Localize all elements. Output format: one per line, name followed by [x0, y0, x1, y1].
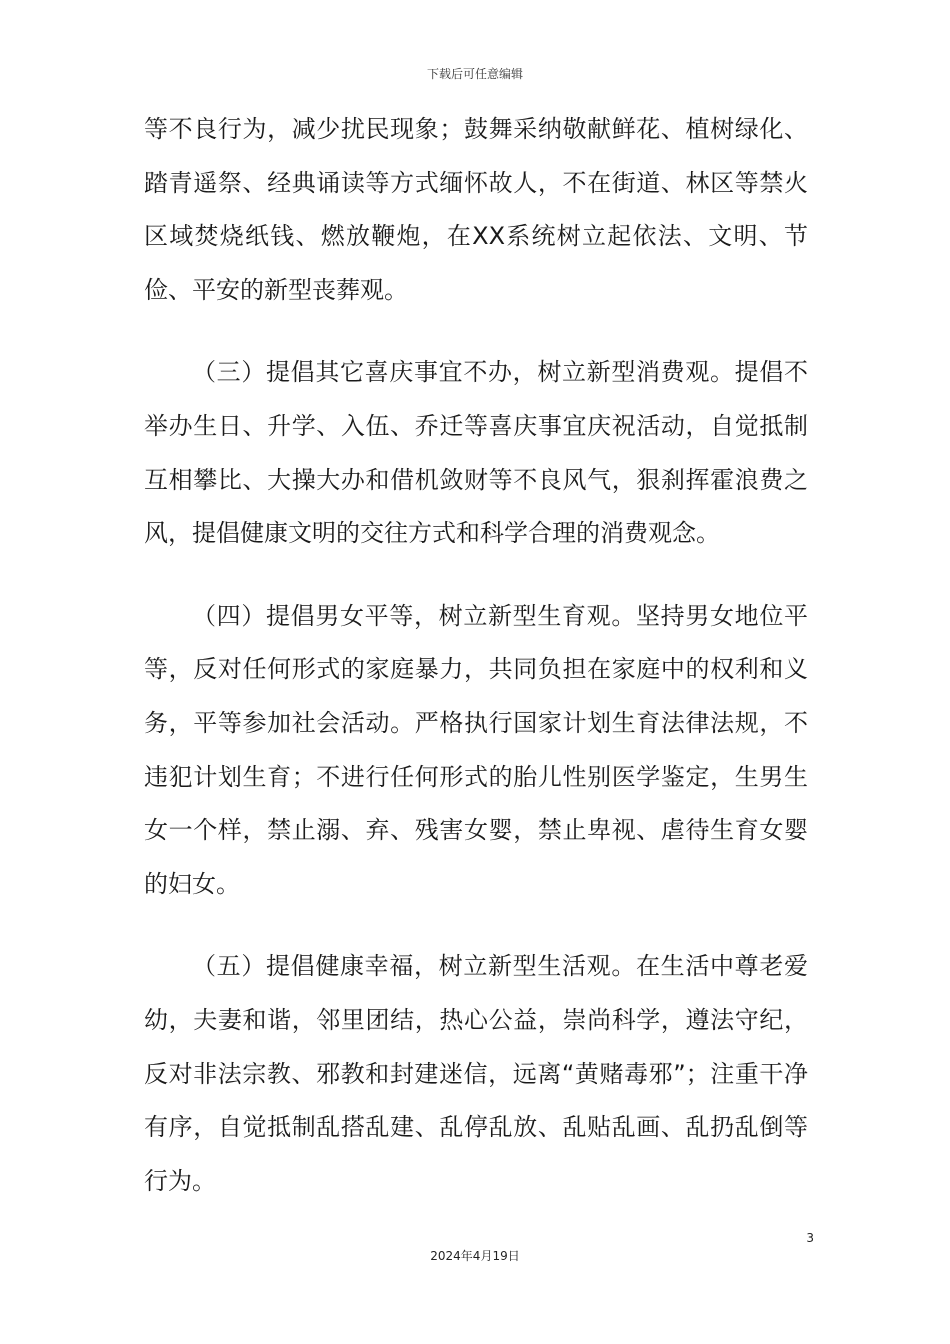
paragraph-section-3: （三）提倡其它喜庆事宜不办，树立新型消费观。提倡不举办生日、升学、入伍、乔迁等喜庆事宜庆祝活动，自觉抵制互相攀比、大操大办和借机敛财等不良风气，狠刹挥霍浪费之风，提倡健康文明的交往方式和科学合理的消费观念。: [144, 358, 808, 548]
paragraph-continuation: 等不良行为，减少扰民现象；鼓舞采纳敬献鲜花、植树绿化、踏青遥祭、经典诵读等方式缅怀故人，不在街道、林区等禁火区域焚烧纸钱、燃放鞭炮，在XX系统树立起依法、文明、节俭、平安的新型丧葬观。: [144, 115, 808, 304]
page-number: 3: [806, 1231, 814, 1245]
paragraph-section-5: （五）提倡健康幸福，树立新型生活观。在生活中尊老爱幼，夫妻和谐，邻里团结，热心公益，崇尚科学，遵法守纪，反对非法宗教、邪教和封建迷信，远离“黄赌毒邪”；注重干净有序，自觉抵制乱搭乱建、乱停乱放、乱贴乱画、乱扔乱倒等行为。: [144, 952, 808, 1195]
paragraph-section-4: （四）提倡男女平等，树立新型生育观。坚持男女地位平等，反对任何形式的家庭暴力，共同负担在家庭中的权利和义务，平等参加社会活动。严格执行国家计划生育法律法规，不违犯计划生育；不进行任何形式的胎儿性别医学鉴定，生男生女一个样，禁止溺、弃、残害女婴，禁止卑视、虐待生育女婴的妇女。: [144, 601, 808, 898]
document-body: [144, 103, 808, 1208]
header-note: 下载后可任意编辑: [426, 67, 523, 81]
footer-date: 2024年4月19日: [430, 1249, 520, 1263]
